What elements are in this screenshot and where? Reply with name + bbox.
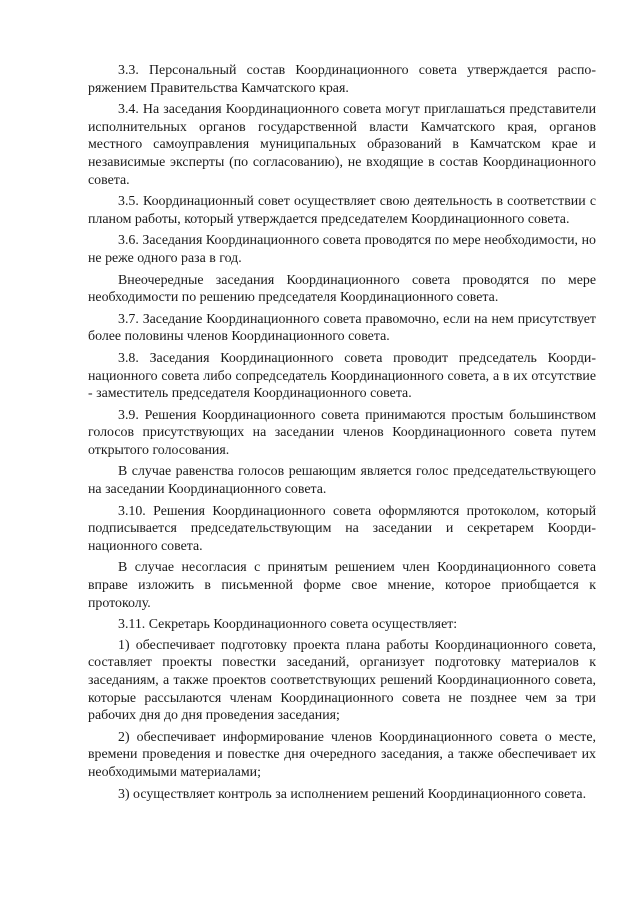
paragraph-3-6: 3.6. Заседания Координационного совета проводятся по мере необходимости, но не реже одного раза в год. (88, 233, 596, 266)
paragraph-3-4: 3.4. На заседания Координационного совета могут приглашаться представители исполнительных органов государственной власти Камчатского края, органов местного самоуправления муниципальных образований в Камчатском крае и независимые эксперты (по согласованию), не входящие в состав Координационного совета. (88, 102, 596, 188)
paragraph-3-11: 3.11. Секретарь Координационного совета осуществляет: (118, 617, 458, 633)
paragraph-disagreement: В случае несогласия с принятым решением член Координационного совета вправе изложить в письменной форме свое мнение, которое приобщается к протоколу. (88, 560, 596, 611)
paragraph-extraordinary-meetings: Внеочередные заседания Координационного совета проводятся по мере необходимости по решению председателя Координационного совета. (88, 272, 596, 306)
paragraph-3-7: 3.7. Заседание Координационного совета правомочно, если на нем присутствует более половины членов Координационного совета. (88, 311, 596, 345)
paragraph-3-10: 3.10. Решения Координационного совета оформляются протоколом, который подписывается председательствующим на заседании и секретарем Координационного совета. (88, 503, 596, 554)
paragraph-3-5: 3.5. Координационный совет осуществляет свою деятельность в соответствии с планом работы, который утверждается председателем Координационного совета. (88, 194, 596, 227)
list-item-2: 2) обеспечивает информирование членов Координационного совета о месте, времени проведения и повестке дня очередного заседания, а также обеспечивает их необходимыми материалами; (88, 729, 596, 780)
paragraph-tie-vote: В случае равенства голосов решающим является голос председательствующего на заседании Координационного совета. (88, 464, 596, 498)
paragraph-3-3: 3.3. Персональный состав Координационного совета утверждается распоряжением Правительства Камчатского края. (88, 63, 596, 96)
paragraph-3-8: 3.8. Заседания Координационного совета проводит председатель Координационного совета либо сопредседатель Координационного совета, а в их отсутствие - заместитель председателя Координационного совета. (88, 350, 596, 402)
list-item-1: 1) обеспечивает подготовку проекта плана работы Координационного совета, составляет проекты повестки заседаний, организует подготовку материалов к заседаниям, а также проектов соответствующих решений Координационного совета, которые рассылаются членам Координационного совета не позднее чем за три рабочих дня до дня проведения заседания; (88, 637, 596, 724)
paragraph-3-9: 3.9. Решения Координационного совета принимаются простым большинством голосов присутствующих на заседании членов Координационного совета путем открытого голосования. (88, 407, 596, 458)
list-item-3: 3) осуществляет контроль за исполнением решений Координационного совета. (118, 786, 587, 802)
